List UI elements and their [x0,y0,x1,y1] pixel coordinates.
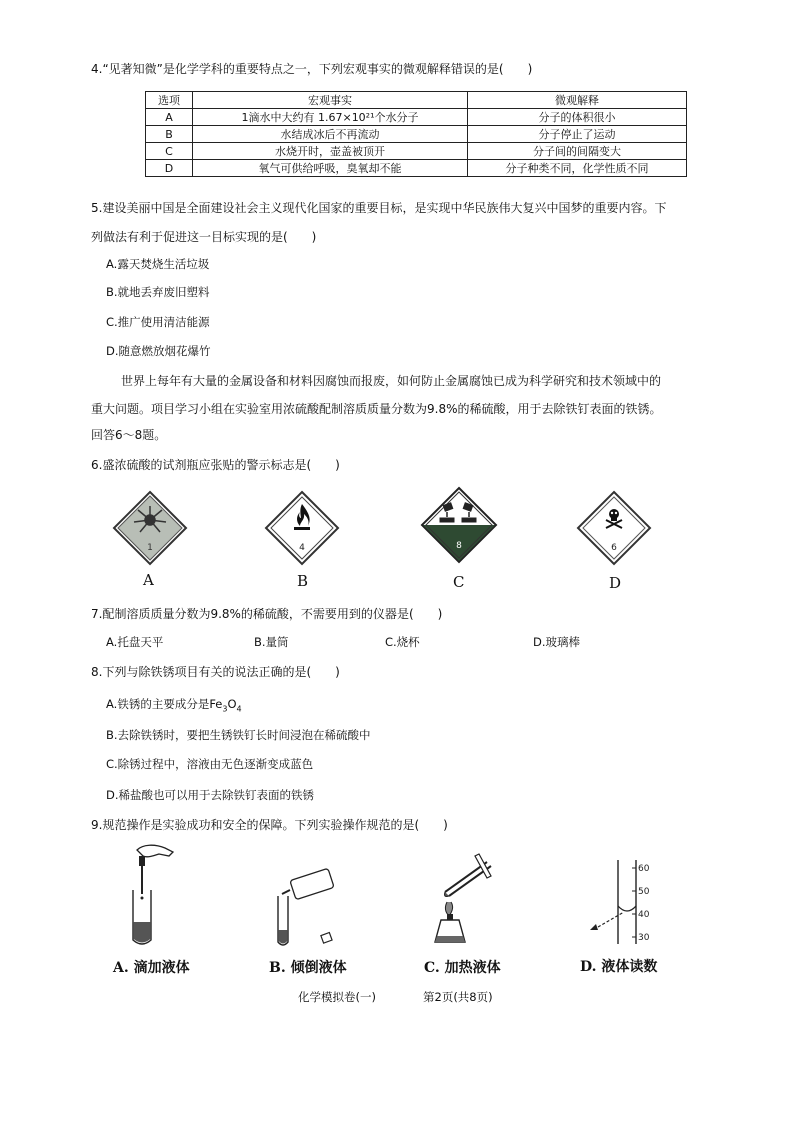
tick-label: 60 [638,864,650,874]
q9-label-a: A. 滴加液体 [113,960,190,976]
table-cell: 水结成冰后不再流动 [193,126,468,143]
reading-volume-illustration [580,856,660,948]
table-cell: B [146,126,193,143]
q7-option-c: C.烧杯 [385,635,420,649]
q5-option-b: B.就地丢弃废旧塑料 [106,285,210,299]
q8-option-d: D.稀盐酸也可以用于去除铁钉表面的铁锈 [106,788,315,802]
q5-stem-line2: 列做法有利于促进这一目标实现的是( ) [91,230,317,244]
q8-option-a-mid: O [227,697,237,711]
table-cell: 分子停止了运动 [468,126,687,143]
footer-page-number: 第2页(共8页) [423,990,493,1004]
table-cell: 分子间的间隔变大 [468,143,687,160]
tick-label: 40 [638,910,650,920]
tick-label: 30 [638,933,650,943]
sight-line [598,912,624,927]
reagent-bottle [290,868,334,899]
q8-option-b: B.去除铁锈时，要把生锈铁钉长时间浸泡在稀硫酸中 [106,728,371,742]
passage-line1: 世界上每年有大量的金属设备和材料因腐蚀而报废，如何防止金属腐蚀已成为科学研究和技术领域中的 [121,374,662,388]
q9-stem: 9.规范操作是实验成功和安全的保障。下列实验操作规范的是( ) [91,818,448,832]
q6-stem: 6.盛浓硫酸的试剂瓶应张贴的警示标志是( ) [91,458,340,472]
passage-line2: 重大问题。项目学习小组在实验室用浓硫酸配制溶质质量分数为9.8%的稀硫酸，用于去除铁钉表面的铁锈。 [91,402,662,416]
hand-icon [137,845,173,857]
table-header-row [146,92,687,109]
table-cell: 1滴水中大约有 1.67×10²¹个水分子 [193,109,468,126]
sign-number: 8 [456,541,462,551]
table-row [146,126,687,143]
q8-option-a-text: A.铁锈的主要成分是Fe [106,697,223,711]
liquid-meniscus [618,906,636,911]
tick-label: 50 [638,887,650,897]
q8-stem: 8.下列与除铁锈项目有关的说法正确的是( ) [91,665,340,679]
q8-option-a-sub2: 4 [236,704,242,714]
q7-option-d: D.玻璃棒 [533,635,581,649]
sign-number: 6 [611,543,617,553]
table-row [146,160,687,177]
pouring-liquid-illustration [270,870,345,950]
passage-line3: 回答6～8题。 [91,428,167,442]
q4-stem: 4.“见著知微”是化学学科的重要特点之一，下列宏观事实的微观解释错误的是( ) [91,62,533,76]
q8-option-c: C.除锈过程中，溶液由无色逐渐变成蓝色 [106,757,314,771]
q7-option-a: A.托盘天平 [106,635,164,649]
table-cell: 分子的体积很小 [468,109,687,126]
explosive-hazard-sign [112,490,188,566]
q4-table [145,91,687,177]
table-header: 宏观事实 [193,92,468,109]
q8-option-a [106,696,242,713]
flame-icon [445,902,452,916]
flammable-hazard-sign [264,490,340,566]
table-header: 选项 [146,92,193,109]
table-cell: 水烧开时，壶盖被顶开 [193,143,468,160]
q5-stem-line1: 5.建设美丽中国是全面建设社会主义现代化国家的重要目标，是实现中华民族伟大复兴中国梦的重要内容。下 [91,201,667,215]
q7-option-b: B.量筒 [254,635,289,649]
table-cell: 分子种类不同，化学性质不同 [468,160,687,177]
test-tube-holder [475,854,491,878]
q5-option-a: A.露天焚烧生活垃圾 [106,257,210,271]
table-header: 微观解释 [468,92,687,109]
corrosive-hazard-sign [420,486,498,564]
q9-label-c: C. 加热液体 [424,960,501,976]
q9-label-d: D. 液体读数 [580,959,658,975]
bottle-stopper [321,933,332,944]
table-cell: C [146,143,193,160]
heating-liquid-illustration [425,850,500,950]
q5-option-c: C.推广使用清洁能源 [106,315,210,329]
q8-option-a-sub1: 3 [222,704,228,714]
dropping-liquid-illustration [125,842,185,947]
table-row [146,143,687,160]
table-cell: D [146,160,193,177]
sign-number: 1 [147,543,153,553]
dropper-bulb [139,856,145,866]
q9-label-b: B. 倾倒液体 [269,960,347,976]
table-cell: 氧气可供给呼吸，臭氧却不能 [193,160,468,177]
footer-title: 化学模拟卷(一) [298,990,376,1004]
q5-option-d: D.随意燃放烟花爆竹 [106,344,211,358]
sign-label-a: A [143,571,154,589]
q7-stem: 7.配制溶质质量分数为9.8%的稀硫酸，不需要用到的仪器是( ) [91,607,443,621]
table-row [146,109,687,126]
toxic-hazard-sign [576,490,652,566]
table-cell: A [146,109,193,126]
sign-number: 4 [299,543,305,553]
sign-label-d: D [609,574,622,592]
eye-icon [590,924,598,930]
sign-label-c: C [453,573,465,591]
sign-label-b: B [297,572,309,590]
